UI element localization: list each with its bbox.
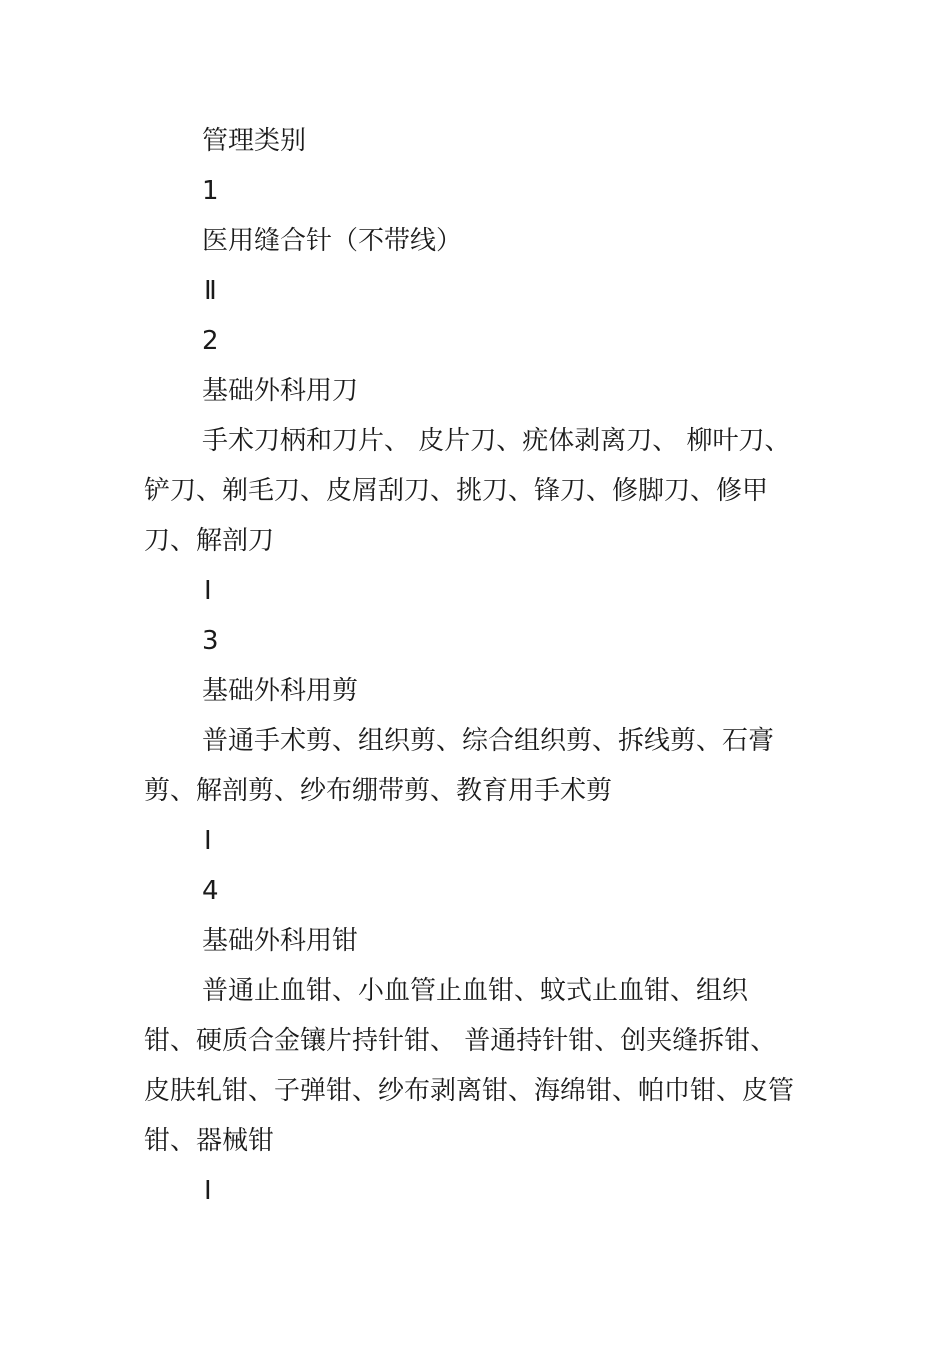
item-number: 4 [202, 876, 219, 906]
item-class: Ⅱ [204, 276, 217, 306]
item-name: 医用缝合针（不带线） [202, 226, 463, 256]
item-class: Ⅰ [204, 1176, 212, 1206]
item-class: Ⅰ [204, 576, 212, 606]
item-examples: 普通止血钳、小血管止血钳、蚊式止血钳、组织钳、硬质合金镶片持针钳、 普通持针钳、创夹缝拆钳、皮肤轧钳、子弹钳、纱布剥离钳、海绵钳、帕巾钳、皮管钳、器械钳 [144, 976, 795, 1156]
item-name: 基础外科用钳 [202, 926, 359, 956]
item-examples: 手术刀柄和刀片、 皮片刀、疣体剥离刀、 柳叶刀、铲刀、剃毛刀、皮屑刮刀、挑刀、锋刀、修脚刀、修甲刀、解剖刀 [144, 426, 791, 556]
item-name: 基础外科用刀 [202, 376, 359, 406]
item-name: 基础外科用剪 [202, 676, 359, 706]
item-number: 2 [202, 326, 219, 356]
section-header: 管理类别 [202, 126, 307, 156]
item-number: 3 [202, 626, 219, 656]
item-number: 1 [202, 176, 219, 206]
item-class: Ⅰ [204, 826, 212, 856]
item-examples: 普通手术剪、组织剪、综合组织剪、拆线剪、石膏剪、解剖剪、纱布绷带剪、教育用手术剪 [144, 726, 775, 806]
